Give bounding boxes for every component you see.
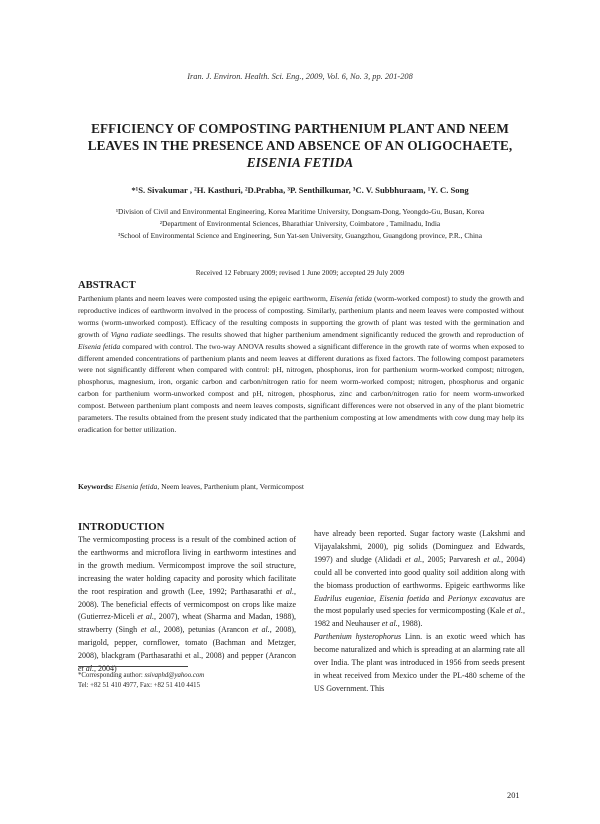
intro-left-column: The vermicomposting process is a result of the combined action of the earthworms and microflora living in earthworm intestines and in the growth medium. Vermicompost improve the soil structure, increasing the water holding capacity and porosity which facilitate the root respiration and growth (Lee, 1992; Parthasarathi et al., 2008). The beneficial effects of vermicompost on crops like maize (Gutierrez-Miceli et al., 2007), wheat (Sharma and Madan, 1988), strawberry (Singh et al., 2008), petunias (Arancon et al., 2008), marigold, pepper, cornflower, tomato (Bachman and Metzger, 2008), blackgram (Parthasarathi et al., 2008) and pepper (Arancon et al., 2004) (78, 535, 297, 674)
abstract-text: Parthenium plants and neem leaves were composted using the epigeic earthworm, Eisenia fetida (worm-worked compost) to study the growth and reproductive indices of earthworm involved in the process of composting. Similarly, parthenium plants and neem leaves were composted without worms (worm-unworked compost). Efficacy of the resulting composts in supporting the growth of plant was tested with the germination and growth of Vigna radiate seedlings. The results showed that higher parthenium amendment significantly reduced the growth and reproduction of Eisenia fetida compared with control. The two-way ANOVA results showed a significant difference in the growth rate of worms when exposed to different amended concentrations of parthenium plants and neem leaves at different durations as fixed factors. The following compost parameters were not significantly different when compared with control: pH, nitrogen, phosphorus, iron for parthenium worm-worked compost; nitrogen, phosphorus, magnesium, iron, organic carbon and carbon/nitrogen ratio for neem worm-worked compost; nitrogen, phosphorus and organic carbon for parthenium worm-unworked compost and pH, nitrogen, phosphorus, zinc and carbon/nitrogen ratio for neem worm-unworked compost. Between parthenium plant composts and neem leaves composts, significant differences were not observed in any of the plant biometric parameters. The results obtained from the present study indicated that the parthenium composting at low amendments with cow dung may help its eradication for better utilization. (78, 294, 524, 434)
contact-phone-fax: Tel: +82 51 410 4977, Fax: +82 51 410 4415 (78, 682, 200, 690)
intro-right-column (314, 528, 525, 696)
page-number: 201 (507, 791, 520, 800)
title-main: EFFICIENCY OF COMPOSTING PARTHENIUM PLANT AND NEEM LEAVES IN THE PRESENCE AND ABSENCE OF AN OLIGOCHAETE, (87, 121, 513, 153)
affiliation-1: ¹Division of Civil and Environmental Engineering, Korea Maritime University, Dongsam-Dong, Yeongdo-Gu, Busan, Korea (115, 207, 485, 216)
title-species: EISENIA FETIDA (246, 155, 354, 170)
corresponding-author: *Corresponding author: ssivaphd@yahoo.com (78, 672, 205, 679)
intro-right-paragraph-1: have already been reported. Sugar factory waste (Lakshmi and Vijayalakshmi, 2000), pig solids (Dominguez and Edwards, 1997) and sludge (Alidadi et al., 2005; Parvaresh et al., 2004) could all be converted into good quality soil addition along with the biomass production of earthworms. Epigeic earthworms like Eudrilus eugeniae, Eisenia foetida and Perionyx excavatus are the most popularly used species for vermicomposting (Kale et al., 1982 and Neuhauser et al., 1988). (314, 529, 526, 629)
affiliation-2: ²Department of Environmental Sciences, Bharathiar University, Coimbatore , Tamilnadu, India (159, 218, 441, 228)
footnote-divider (78, 666, 188, 667)
author-list: *¹S. Sivakumar , ²H. Kasthuri, ²D.Prabha, ³P. Senthilkumar, ³C. V. Subbhuraam, ¹Y. C. Song (131, 185, 469, 195)
affiliation-3: ³School of Environmental Science and Engineering, Sun Yat-sen University, Guangzhou, Guangdong province, P.R., China (117, 230, 483, 240)
introduction-heading: INTRODUCTION (78, 521, 165, 533)
abstract-heading: ABSTRACT (78, 280, 136, 291)
author-email[interactable]: ssivaphd@yahoo.com (144, 672, 205, 679)
keyword-species: Eisenia fetida, (115, 482, 160, 491)
keywords-label: Keywords: (78, 482, 116, 491)
affiliations (90, 206, 510, 242)
received-dates: Received 12 February 2009; revised 1 June 2009; accepted 29 July 2009 (195, 269, 405, 277)
paper-title (70, 120, 530, 171)
footnote (78, 671, 298, 691)
intro-right-paragraph-2: Parthenium hysterophorus Linn. is an exotic weed which has become naturalized and which is spreading at an alarming rate all over India. The plant was introduced in 1956 from seeds present in wheat received from Mexico under the PL-480 scheme of the US Government. This (314, 632, 525, 693)
journal-citation: Iran. J. Environ. Health. Sci. Eng., 2009, Vol. 6, No. 3, pp. 201-208 (187, 72, 413, 81)
keywords-rest: Neem leaves, Parthenium plant, Vermicompost (159, 482, 304, 491)
keywords (78, 482, 524, 491)
